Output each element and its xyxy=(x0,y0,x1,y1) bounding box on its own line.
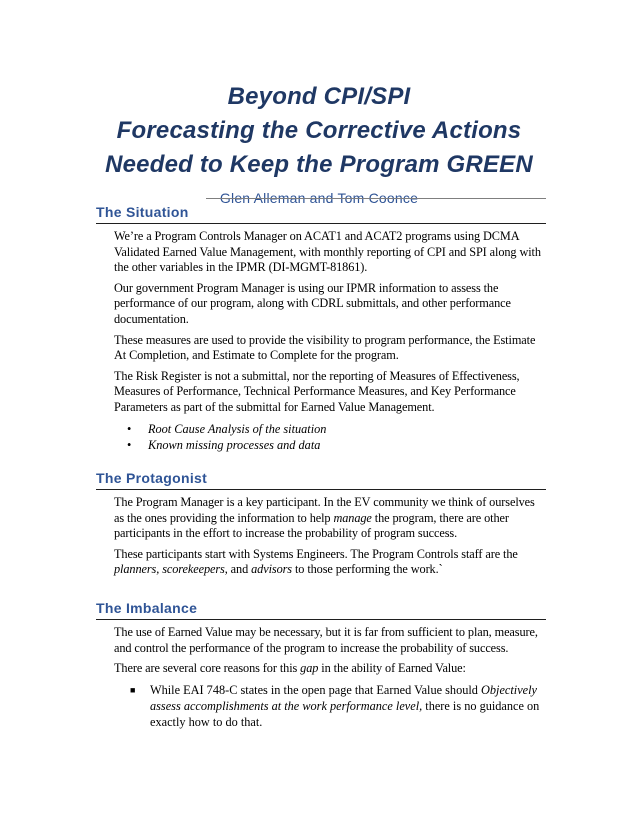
bullet-dot-icon: • xyxy=(127,437,132,452)
section-situation xyxy=(96,204,546,453)
imbalance-body xyxy=(114,625,546,730)
bullet-dot-icon: • xyxy=(127,421,132,436)
list-item: • Root Cause Analysis of the situation xyxy=(127,421,327,436)
heading-protagonist: The Protagonist xyxy=(96,470,546,490)
list-item: • Known missing processes and data xyxy=(127,437,321,452)
heading-imbalance: The Imbalance xyxy=(96,600,546,620)
section-imbalance xyxy=(96,600,546,730)
section-protagonist xyxy=(96,470,546,583)
situation-body xyxy=(114,229,546,453)
protagonist-paragraph-2: These participants start with Systems Engineers. The Program Controls staff are the planners, scorekeepers, and advisors to those performing the work.` xyxy=(114,546,518,577)
list-item: ■ While EAI 748-C states in the open page that Earned Value should Objectively assess accomplishments at the work performance level, there is no guidance on exactly how to do that. xyxy=(130,682,540,729)
situation-paragraph-4: The Risk Register is not a submittal, nor the reporting of Measures of Effectiveness, Measures of Performance, Technical Performance Measures, and Key Performance Parameters as part of the submittal for Earned Value Management. xyxy=(114,368,520,414)
protagonist-paragraph-1: The Program Manager is a key participant. In the EV community we think of ourselves as the ones providing the information to help manage the program, there are other participants in the effort to increase the probability of program success. xyxy=(114,495,535,541)
protagonist-body xyxy=(114,495,546,578)
title-block xyxy=(0,80,638,206)
imbalance-paragraph-1: The use of Earned Value may be necessary, but it is far from sufficient to plan, measure, and control the performance of the program to increase the probability of success. xyxy=(114,625,538,655)
title-line-3: Needed to Keep the Program GREEN xyxy=(105,151,533,178)
situation-paragraph-3: These measures are used to provide the visibility to program performance, the Estimate At Completion, and Estimate to Complete for the program. xyxy=(114,332,536,363)
situation-paragraph-2: Our government Program Manager is using our IPMR information to assess the performance of our program, along with CDRL submittals, and other performance documentation. xyxy=(114,280,511,326)
author-divider xyxy=(206,198,546,199)
imbalance-bullet-list xyxy=(114,682,546,730)
situation-paragraph-1: We’re a Program Controls Manager on ACAT1 and ACAT2 programs using DCMA Validated Earned Value Management, with monthly reporting of CPI and SPI along with the other variables in the IPMR (DI-MGMT-81861). xyxy=(114,229,541,275)
authors: Glen Alleman and Tom Coonce xyxy=(219,190,419,206)
situation-bullet-list xyxy=(114,421,546,453)
heading-situation: The Situation xyxy=(96,204,546,224)
title-line-1: Beyond CPI/SPI xyxy=(227,83,411,110)
imbalance-paragraph-2: There are several core reasons for this gap in the ability of Earned Value: xyxy=(114,661,466,676)
bullet-square-icon: ■ xyxy=(130,684,136,695)
title-line-2: Forecasting the Corrective Actions xyxy=(116,117,522,144)
